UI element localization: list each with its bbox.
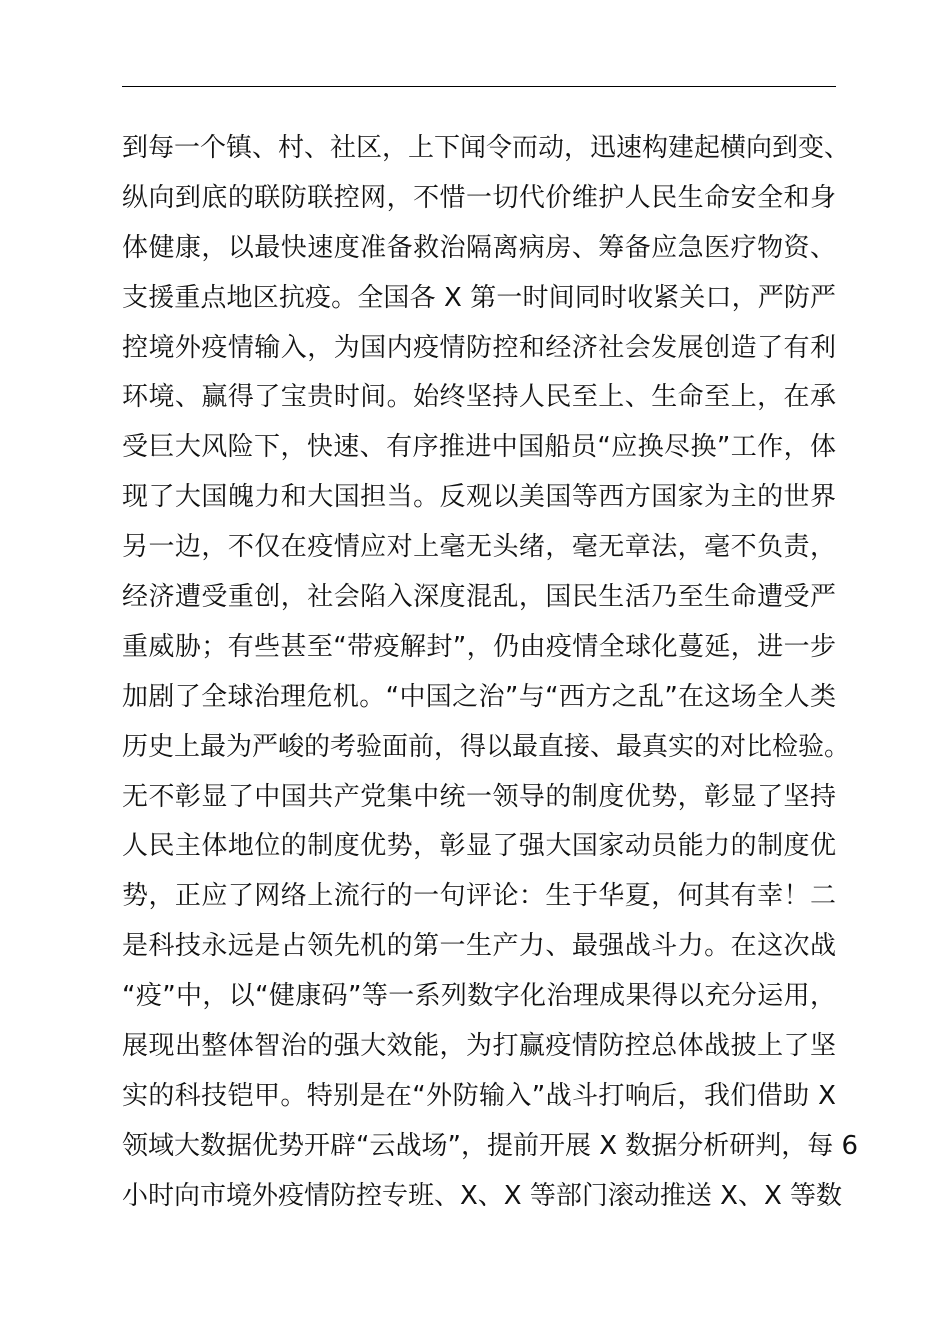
- text-line: 经济遭受重创，社会陷入深度混乱，国民生活乃至生命遭受严: [122, 582, 836, 613]
- text-line: 纵向到底的联防联控网，不惜一切代价维护人民生命安全和身: [122, 182, 836, 213]
- header-rule: [122, 86, 836, 87]
- text-line: 重威胁；有些甚至“带疫解封”，仍由疫情全球化蔓延，进一步: [122, 631, 836, 662]
- text-line: 控境外疫情输入，为国内疫情防控和经济社会发展创造了有利: [122, 332, 836, 363]
- text-line: 人民主体地位的制度优势，彰显了强大国家动员能力的制度优: [122, 831, 836, 862]
- text-line: 环境、赢得了宝贵时间。始终坚持人民至上、生命至上，在承: [122, 382, 836, 413]
- text-line: 展现出整体智治的强大效能，为打赢疫情防控总体战披上了坚: [122, 1031, 836, 1062]
- text-line: 实的科技铠甲。特别是在“外防输入”战斗打响后，我们借助 X: [122, 1080, 836, 1111]
- text-line: 受巨大风险下，快速、有序推进中国船员“应换尽换”工作，体: [122, 432, 836, 463]
- text-line: 体健康，以最快速度准备救治隔离病房、筹备应急医疗物资、: [122, 232, 836, 263]
- text-line: 加剧了全球治理危机。“中国之治”与“西方之乱”在这场全人类: [122, 681, 836, 712]
- text-line: 历史上最为严峻的考验面前，得以最直接、最真实的对比检验。: [122, 731, 851, 762]
- text-line: 领域大数据优势开辟“云战场”，提前开展 X 数据分析研判，每 6: [122, 1130, 859, 1161]
- text-line: 另一边，不仅在疫情应对上毫无头绪，毫无章法，毫不负责，: [122, 532, 836, 563]
- text-line: 势，正应了网络上流行的一句评论：生于华夏，何其有幸！二: [122, 881, 836, 912]
- text-line: 无不彰显了中国共产党集中统一领导的制度优势，彰显了坚持: [122, 781, 836, 812]
- text-line: 现了大国魄力和大国担当。反观以美国等西方国家为主的世界: [122, 482, 836, 513]
- document-body: [122, 130, 859, 1228]
- text-line: 是科技永远是占领先机的第一生产力、最强战斗力。在这次战: [122, 931, 836, 962]
- text-line: 支援重点地区抗疫。全国各 X 第一时间同时收紧关口，严防严: [122, 282, 836, 313]
- text-line: 到每一个镇、村、社区，上下闻令而动，迅速构建起横向到变、: [122, 133, 851, 163]
- text-line: “疫”中，以“健康码”等一系列数字化治理成果得以充分运用，: [122, 981, 836, 1012]
- text-line: 小时向市境外疫情防控专班、X、X 等部门滚动推送 X、X 等数: [122, 1180, 843, 1211]
